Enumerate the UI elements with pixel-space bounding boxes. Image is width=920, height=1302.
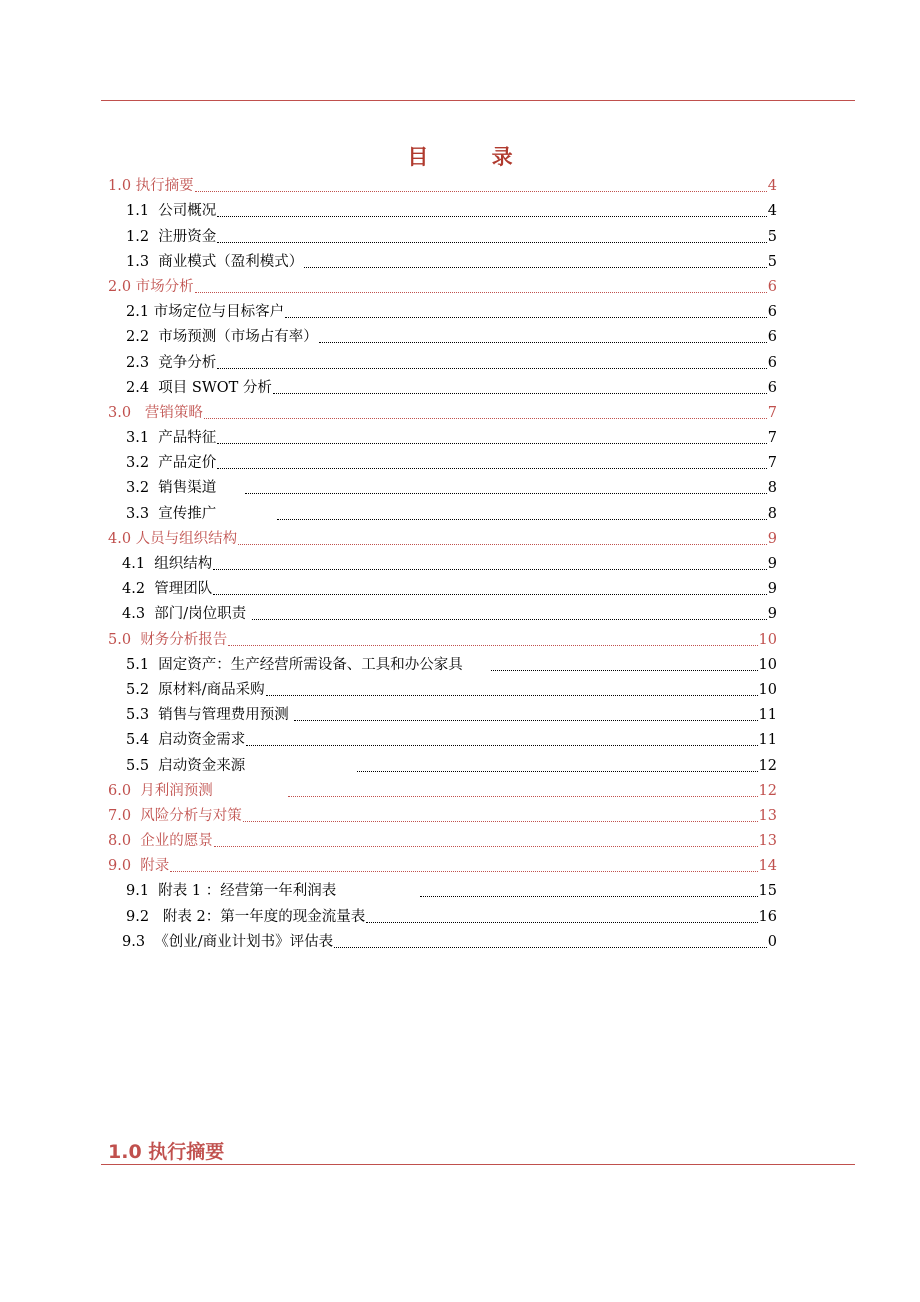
toc-dot-leader: [195, 282, 767, 293]
header-rule: [101, 100, 855, 101]
toc-dot-leader: [357, 761, 758, 772]
toc-entry-label: 7.0 风险分析与对策: [108, 807, 242, 824]
toc-dot-leader: [170, 861, 757, 872]
toc-page-number: 9: [767, 606, 777, 623]
toc-entry-chapter[interactable]: [108, 170, 777, 195]
toc-entry-section[interactable]: [108, 548, 777, 573]
toc-page-number: 10: [758, 681, 777, 698]
toc-entry-chapter[interactable]: [108, 271, 777, 296]
toc-entry-label: 3.0 营销策略: [108, 404, 203, 421]
toc-entry-label: 3.2 产品定价: [126, 455, 217, 472]
toc-entry-section[interactable]: [108, 246, 777, 271]
toc-entry-label: 5.2 原材料/商品采购: [126, 681, 265, 698]
toc-page-number: 6: [767, 379, 777, 396]
toc-entry-label: 2.2 市场预测（市场占有率）: [126, 329, 318, 346]
toc-dot-leader: [277, 509, 767, 520]
toc-dot-leader: [213, 559, 766, 570]
toc-dot-leader: [294, 710, 757, 721]
toc-dot-leader: [246, 735, 757, 746]
section-heading: 1.0 执行摘要: [108, 1141, 225, 1163]
toc-entry-section[interactable]: [108, 372, 777, 397]
toc-page-number: 11: [758, 732, 777, 749]
toc-page-number: 6: [767, 304, 777, 321]
toc-dot-leader: [204, 408, 767, 419]
toc-page-number: 13: [758, 807, 777, 824]
toc-entry-section[interactable]: [108, 220, 777, 245]
toc-page-number: 5: [767, 228, 777, 245]
toc-entry-label: 3.2 销售渠道: [126, 480, 244, 497]
toc-entry-section[interactable]: [108, 573, 777, 598]
toc-page-number: 10: [758, 631, 777, 648]
toc-entry-label: 3.1 产品特征: [126, 430, 217, 447]
toc-page-number: 6: [767, 278, 777, 295]
section-rule: [101, 1164, 855, 1165]
toc-entry-section[interactable]: [108, 900, 777, 925]
toc-page-number: 5: [767, 253, 777, 270]
toc-entry-label: 1.0 执行摘要: [108, 178, 194, 195]
toc-page-number: 7: [767, 404, 777, 421]
toc-page-number: 8: [767, 505, 777, 522]
toc-entry-label: 1.3 商业模式（盈利模式）: [126, 253, 304, 270]
toc-page-number: 7: [767, 455, 777, 472]
toc-entry-chapter[interactable]: [108, 523, 777, 548]
toc-entry-chapter[interactable]: [108, 825, 777, 850]
toc-entry-section[interactable]: [108, 195, 777, 220]
toc-page-number: 9: [767, 556, 777, 572]
toc-entry-label: 8.0 企业的愿景: [108, 833, 213, 850]
toc-entry-chapter[interactable]: [108, 775, 777, 800]
toc-entry-chapter[interactable]: [108, 623, 777, 648]
toc-dot-leader: [217, 232, 766, 243]
toc-page-number: 9: [767, 581, 777, 598]
toc-entry-section[interactable]: [108, 472, 777, 497]
toc-dot-leader: [245, 483, 767, 494]
toc-entry-section[interactable]: [108, 321, 777, 346]
toc-entry-label: 2.1 市场定位与目标客户: [126, 304, 285, 321]
toc-entry-label: 9.2 附表 2：第一年度的现金流量表: [126, 908, 366, 925]
toc-entry-label: 6.0 月利润预测: [108, 782, 287, 799]
toc-entry-label: 5.0 财务分析报告: [108, 631, 228, 648]
toc-dot-leader: [491, 660, 757, 671]
toc-entry-label: 3.3 宣传推广: [126, 505, 277, 522]
toc-entry-section[interactable]: [108, 296, 777, 321]
toc-dot-leader: [217, 206, 766, 217]
toc-dot-leader: [304, 257, 766, 268]
toc-entry-label: 5.1 固定资产：生产经营所需设备、工具和办公家具: [126, 656, 491, 673]
toc-dot-leader: [217, 458, 766, 469]
toc-entry-label: 1.1 公司概况: [126, 203, 217, 220]
toc-entry-label: 2.0 市场分析: [108, 278, 194, 295]
toc-entry-section[interactable]: [108, 422, 777, 447]
toc-dot-leader: [420, 886, 757, 897]
toc-page-number: 4: [767, 178, 777, 195]
toc-dot-leader: [243, 811, 758, 822]
toc-entry-label: 9.0 附录: [108, 858, 170, 875]
toc-dot-leader: [228, 635, 757, 646]
toc-entry-label: 4.2 管理团队: [122, 581, 213, 598]
toc-page-number: 9: [767, 530, 777, 547]
toc-page-number: 7: [767, 430, 777, 447]
toc-dot-leader: [217, 433, 766, 444]
toc-entry-section[interactable]: [108, 724, 777, 749]
toc-entry-label: 9.3 《创业/商业计划书》评估表: [122, 933, 334, 950]
toc-page-number: 13: [758, 833, 777, 850]
toc-entry-chapter[interactable]: [108, 397, 777, 422]
toc-dot-leader: [285, 307, 767, 318]
toc-page-number: 12: [758, 782, 777, 799]
toc-entry-label: 1.2 注册资金: [126, 228, 217, 245]
toc-entry-section[interactable]: [108, 699, 777, 724]
toc-dot-leader: [238, 534, 767, 545]
toc-entry-label: 4.0 人员与组织结构: [108, 530, 238, 547]
toc-dot-leader: [319, 332, 767, 343]
toc-page-number: 8: [767, 480, 777, 497]
toc-page-number: 10: [758, 656, 777, 673]
toc-entry-label: 5.4 启动资金需求: [126, 732, 246, 749]
toc-entry-section[interactable]: [108, 598, 777, 623]
toc-page-number: 4: [767, 203, 777, 220]
toc-entry-section[interactable]: [108, 649, 777, 674]
toc-entry-section[interactable]: [108, 926, 777, 951]
toc-dot-leader: [214, 836, 758, 847]
toc-page-number: 14: [758, 858, 777, 875]
toc-dot-leader: [273, 383, 767, 394]
toc-page-number: 15: [758, 883, 777, 900]
toc-page-number: 11: [758, 707, 777, 724]
toc-dot-leader: [217, 358, 766, 369]
toc-entry-chapter[interactable]: [108, 800, 777, 825]
toc-entry-label: 2.3 竞争分析: [126, 354, 217, 371]
toc-dot-leader: [334, 937, 767, 948]
toc-page-number: 0: [767, 933, 777, 950]
toc-entry-section[interactable]: [108, 447, 777, 472]
toc-entry-chapter[interactable]: [108, 850, 777, 875]
toc-entry-section[interactable]: [108, 497, 777, 522]
toc-entry-section[interactable]: [108, 875, 777, 900]
toc-entry-label: 5.3 销售与管理费用预测: [126, 707, 294, 724]
toc-entry-section[interactable]: [108, 674, 777, 699]
toc-dot-leader: [366, 912, 757, 923]
toc-title: 目 录: [407, 144, 541, 169]
toc-dot-leader: [266, 685, 758, 696]
toc-entry-label: 9.1 附表 1 ：经营第一年利润表: [126, 883, 420, 900]
toc-page-number: 12: [758, 757, 777, 774]
toc-page-number: 16: [758, 908, 777, 925]
toc-dot-leader: [195, 181, 767, 192]
toc-entry-label: 4.3 部门/岗位职责: [122, 606, 251, 623]
table-of-contents: [108, 170, 777, 951]
toc-entry-section[interactable]: [108, 749, 777, 774]
toc-entry-label: 5.5 启动资金来源: [126, 757, 356, 774]
toc-page-number: 6: [767, 329, 777, 346]
toc-entry-label: 2.4 项目 SWOT 分析: [126, 379, 272, 396]
toc-dot-leader: [213, 584, 766, 595]
toc-dot-leader: [288, 786, 758, 797]
toc-entry-section[interactable]: [108, 346, 777, 371]
toc-dot-leader: [252, 609, 767, 620]
toc-entry-label: 4.1 组织结构: [122, 556, 213, 572]
toc-page-number: 6: [767, 354, 777, 371]
